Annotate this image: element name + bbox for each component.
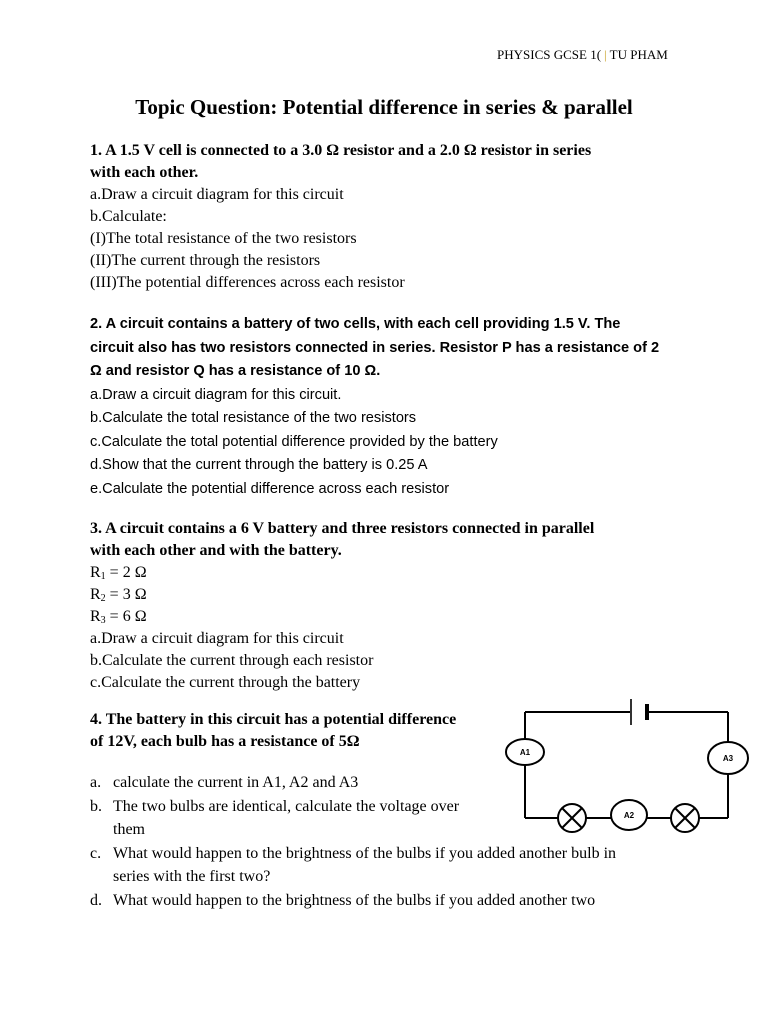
q2-part: c.Calculate the total potential difference provided by the battery — [90, 433, 498, 450]
resistor-value-r2: $R_2 = 3$ Ω — [90, 586, 147, 604]
q1-part: (II)The current through the resistors — [90, 252, 321, 269]
resistor-value-r3: $R_3 = 6$ Ω — [90, 608, 147, 626]
q1-part: (III)The potential differences across each resistor — [90, 274, 405, 291]
q3-heading-line: with each other and with the battery. — [90, 542, 342, 559]
q2-part: a.Draw a circuit diagram for this circuit. — [90, 386, 342, 403]
item-text: calculate the current in A1, A2 and A3 — [113, 774, 359, 791]
q2-heading-line: Ω and resistor Q has a resistance of 10 Ω. — [90, 363, 381, 379]
q2-heading-line: circuit also has two resistors connected in series. Resistor P has a resistance of 2 — [90, 339, 660, 356]
list-item — [90, 889, 616, 913]
q4-heading-line: 4. The battery in this circuit has a potential difference — [90, 711, 457, 728]
q4-heading-line: of 12V, each bulb has a resistance of 5Ω — [90, 733, 360, 750]
q1-part: (I)The total resistance of the two resistors — [90, 230, 357, 247]
item-text: What would happen to the brightness of the bulbs if you added another two — [113, 891, 596, 909]
header-separator: | — [604, 47, 607, 62]
bulb-1-icon — [558, 804, 586, 832]
circuit-diagram — [500, 690, 760, 840]
resistor-value-r1: $R_1 = 2$ Ω — [90, 564, 147, 582]
question-1 — [90, 140, 591, 294]
q1-heading-line: 1. A 1.5 V cell is connected to a 3.0 Ω resistor and a 2.0 Ω resistor in series — [90, 142, 592, 159]
q3-part: a.Draw a circuit diagram for this circuit — [90, 630, 344, 647]
item-label: c. — [90, 844, 102, 862]
item-label: a. — [90, 774, 102, 791]
q3-part: b.Calculate the current through each resistor — [90, 652, 374, 669]
ammeter-a1-label: A1 — [519, 748, 531, 757]
bulb-2-icon — [671, 804, 699, 832]
page-title: Topic Question: Potential difference in series & parallel — [135, 95, 633, 119]
page-header — [497, 47, 679, 63]
q2-part: e.Calculate the potential difference across each resistor — [90, 480, 450, 497]
q2-part: b.Calculate the total resistance of the two resistors — [90, 410, 417, 426]
ammeter-a3-label: A3 — [722, 754, 734, 763]
header-author: TU PHAM — [609, 47, 668, 62]
q3-part: c.Calculate the current through the battery — [90, 674, 361, 691]
item-text: What would happen to the brightness of the bulbs if you added another bulb in series with the first two? — [113, 844, 617, 885]
list-item — [90, 842, 616, 889]
question-2 — [90, 313, 659, 501]
ammeter-a2-label: A2 — [623, 811, 635, 820]
q1-part: a.Draw a circuit diagram for this circuit — [90, 186, 344, 203]
q1-heading-line: with each other. — [90, 164, 199, 181]
item-label: d. — [90, 891, 102, 909]
q2-part: d.Show that the current through the battery is 0.25 A — [90, 457, 428, 473]
question-4 — [90, 709, 456, 753]
item-text: The two bulbs are identical, calculate the voltage over them — [113, 797, 460, 838]
header-left-text: PHYSICS GCSE 1( — [497, 47, 602, 62]
item-label: b. — [90, 797, 102, 815]
q2-heading-line: 2. A circuit contains a battery of two cells, with each cell providing 1.5 V. The — [90, 316, 621, 332]
q3-heading-line: 3. A circuit contains a 6 V battery and three resistors connected in parallel — [90, 520, 595, 537]
question-3 — [90, 518, 594, 694]
q1-part: b.Calculate: — [90, 208, 167, 225]
